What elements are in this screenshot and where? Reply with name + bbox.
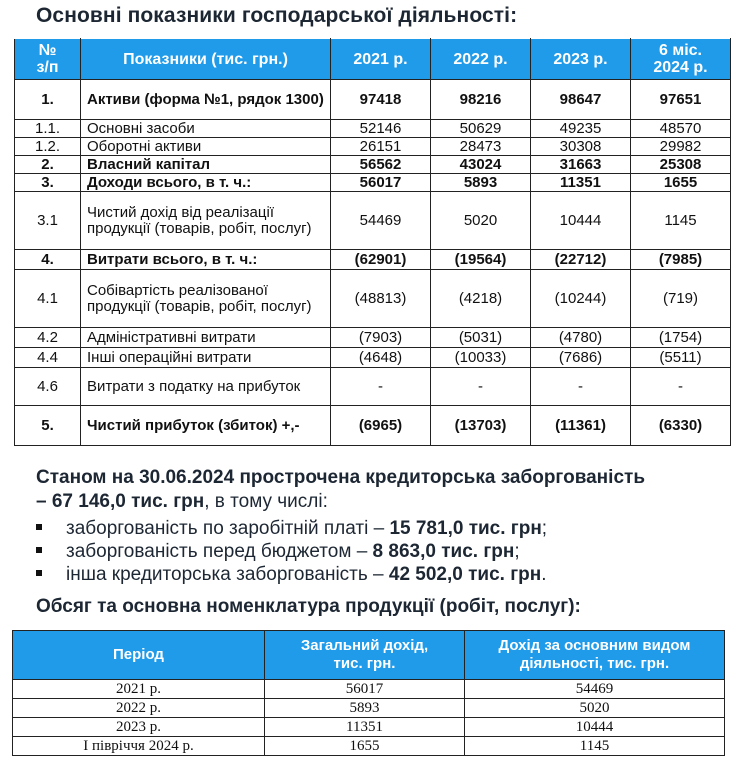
value-2024-h1: 1655 — [631, 174, 731, 192]
total-income-cell: 1655 — [265, 737, 465, 756]
value-2021: 56017 — [331, 174, 431, 192]
volume-row — [13, 718, 725, 737]
debt-item-end: ; — [541, 518, 548, 539]
indicators-table — [14, 38, 731, 446]
row-name: Собівартість реалізованої продукції (товарів, робіт, послуг) — [81, 270, 331, 328]
value-2023: 10444 — [531, 192, 631, 250]
header-2024-h1: 6 міс. 2024 р. — [631, 39, 731, 80]
value-2024-h1: 1145 — [631, 192, 731, 250]
row-name: Активи (форма №1, рядок 1300) — [81, 80, 331, 120]
value-2022: (10033) — [431, 348, 531, 368]
indicator-row — [15, 368, 731, 406]
value-2023: (11361) — [531, 406, 631, 446]
volume-row — [13, 699, 725, 718]
row-name: Оборотні активи — [81, 138, 331, 156]
value-2023: 11351 — [531, 174, 631, 192]
value-2024-h1: 48570 — [631, 120, 731, 138]
indicator-row — [15, 328, 731, 348]
row-name: Чистий прибуток (збиток) +,- — [81, 406, 331, 446]
row-num: 1.2. — [15, 138, 81, 156]
debt-item — [36, 564, 547, 586]
value-2021: 97418 — [331, 80, 431, 120]
value-2022: (19564) — [431, 250, 531, 270]
value-2022: (13703) — [431, 406, 531, 446]
row-num: 1.1. — [15, 120, 81, 138]
debt-item-end: . — [541, 564, 547, 585]
volume-row — [13, 680, 725, 699]
value-2024-h1: (719) — [631, 270, 731, 328]
header-num: № з/п — [15, 39, 81, 80]
value-2024-h1: 25308 — [631, 156, 731, 174]
debt-item-text: заборгованість по заробітній платі – — [66, 518, 390, 539]
value-2023: (4780) — [531, 328, 631, 348]
row-num: 4.4 — [15, 348, 81, 368]
value-2021: (62901) — [331, 250, 431, 270]
main-income-cell: 1145 — [465, 737, 725, 756]
value-2023: 98647 — [531, 80, 631, 120]
row-num: 4. — [15, 250, 81, 270]
debt-item-end: ; — [514, 541, 520, 562]
volume-header-row — [13, 631, 725, 680]
header-2023: 2023 р. — [531, 39, 631, 80]
header-period: Період — [13, 631, 265, 680]
indicator-row — [15, 174, 731, 192]
bullet-square-icon — [36, 570, 42, 576]
row-num: 1. — [15, 80, 81, 120]
value-2024-h1: (7985) — [631, 250, 731, 270]
value-2021: 26151 — [331, 138, 431, 156]
value-2022: 50629 — [431, 120, 531, 138]
header-name: Показники (тис. грн.) — [81, 39, 331, 80]
row-name: Доходи всього, в т. ч.: — [81, 174, 331, 192]
indicator-row — [15, 270, 731, 328]
value-2023: 49235 — [531, 120, 631, 138]
row-num: 3.1 — [15, 192, 81, 250]
total-income-cell: 11351 — [265, 718, 465, 737]
indicator-row — [15, 192, 731, 250]
header-2021: 2021 р. — [331, 39, 431, 80]
row-name: Основні засоби — [81, 120, 331, 138]
indicator-row — [15, 348, 731, 368]
value-2022: (4218) — [431, 270, 531, 328]
row-name: Власний капітал — [81, 156, 331, 174]
period-cell: 2021 р. — [13, 680, 265, 699]
value-2022: 98216 — [431, 80, 531, 120]
debt-total: – 67 146,0 тис. грн — [36, 491, 205, 512]
total-income-cell: 5893 — [265, 699, 465, 718]
header-total-income: Загальний дохід, тис. грн. — [265, 631, 465, 680]
row-num: 4.6 — [15, 368, 81, 406]
debt-total-tail: , в тому числі: — [204, 491, 328, 512]
value-2022: 43024 — [431, 156, 531, 174]
main-income-cell: 54469 — [465, 680, 725, 699]
indicator-row — [15, 156, 731, 174]
value-2024-h1: (1754) — [631, 328, 731, 348]
indicator-row — [15, 80, 731, 120]
value-2023: 31663 — [531, 156, 631, 174]
period-cell: 2023 р. — [13, 718, 265, 737]
value-2022: - — [431, 368, 531, 406]
indicator-row — [15, 120, 731, 138]
debt-item-amount: 8 863,0 тис. грн — [372, 541, 515, 562]
row-num: 5. — [15, 406, 81, 446]
row-num: 4.2 — [15, 328, 81, 348]
volume-row — [13, 737, 725, 756]
header-2022: 2022 р. — [431, 39, 531, 80]
debt-item — [36, 518, 547, 540]
value-2021: (7903) — [331, 328, 431, 348]
row-name: Витрати з податку на прибуток — [81, 368, 331, 406]
value-2023: (7686) — [531, 348, 631, 368]
row-num: 2. — [15, 156, 81, 174]
main-income-cell: 5020 — [465, 699, 725, 718]
value-2024-h1: - — [631, 368, 731, 406]
main-income-cell: 10444 — [465, 718, 725, 737]
debt-heading: Станом на 30.06.2024 прострочена кредиторська заборгованість — [36, 467, 645, 488]
value-2024-h1: 29982 — [631, 138, 731, 156]
value-2021: (4648) — [331, 348, 431, 368]
value-2022: 28473 — [431, 138, 531, 156]
value-2021: 56562 — [331, 156, 431, 174]
volume-table — [12, 630, 725, 756]
value-2022: (5031) — [431, 328, 531, 348]
value-2021: 54469 — [331, 192, 431, 250]
bullet-square-icon — [36, 547, 42, 553]
page-title: Основні показники господарської діяльності: — [36, 4, 518, 27]
volume-title: Обсяг та основна номенклатура продукції (робіт, послуг): — [36, 596, 581, 617]
value-2024-h1: (6330) — [631, 406, 731, 446]
row-name: Чистий дохід від реалізації продукції (товарів, робіт, послуг) — [81, 192, 331, 250]
period-cell: І півріччя 2024 р. — [13, 737, 265, 756]
value-2023: (10244) — [531, 270, 631, 328]
indicators-header-row — [15, 39, 731, 80]
value-2021: (48813) — [331, 270, 431, 328]
debt-item-amount: 42 502,0 тис. грн — [388, 564, 542, 585]
value-2021: 52146 — [331, 120, 431, 138]
debt-item — [36, 541, 520, 563]
indicator-row — [15, 250, 731, 270]
debt-item-amount: 15 781,0 тис. грн — [389, 518, 542, 539]
indicator-row — [15, 406, 731, 446]
row-name: Адміністративні витрати — [81, 328, 331, 348]
value-2022: 5893 — [431, 174, 531, 192]
value-2023: (22712) — [531, 250, 631, 270]
value-2023: 30308 — [531, 138, 631, 156]
total-income-cell: 56017 — [265, 680, 465, 699]
bullet-square-icon — [36, 524, 42, 530]
debt-item-text: заборгованість перед бюджетом – — [66, 541, 373, 562]
row-num: 4.1 — [15, 270, 81, 328]
header-main-income: Дохід за основним видом діяльності, тис. грн. — [465, 631, 725, 680]
debt-total-line — [36, 490, 328, 513]
value-2022: 5020 — [431, 192, 531, 250]
period-cell: 2022 р. — [13, 699, 265, 718]
value-2024-h1: (5511) — [631, 348, 731, 368]
row-name: Витрати всього, в т. ч.: — [81, 250, 331, 270]
value-2021: - — [331, 368, 431, 406]
row-name: Інші операційні витрати — [81, 348, 331, 368]
value-2021: (6965) — [331, 406, 431, 446]
row-num: 3. — [15, 174, 81, 192]
debt-item-text: інша кредиторська заборгованість – — [66, 564, 389, 585]
value-2024-h1: 97651 — [631, 80, 731, 120]
indicator-row — [15, 138, 731, 156]
value-2023: - — [531, 368, 631, 406]
